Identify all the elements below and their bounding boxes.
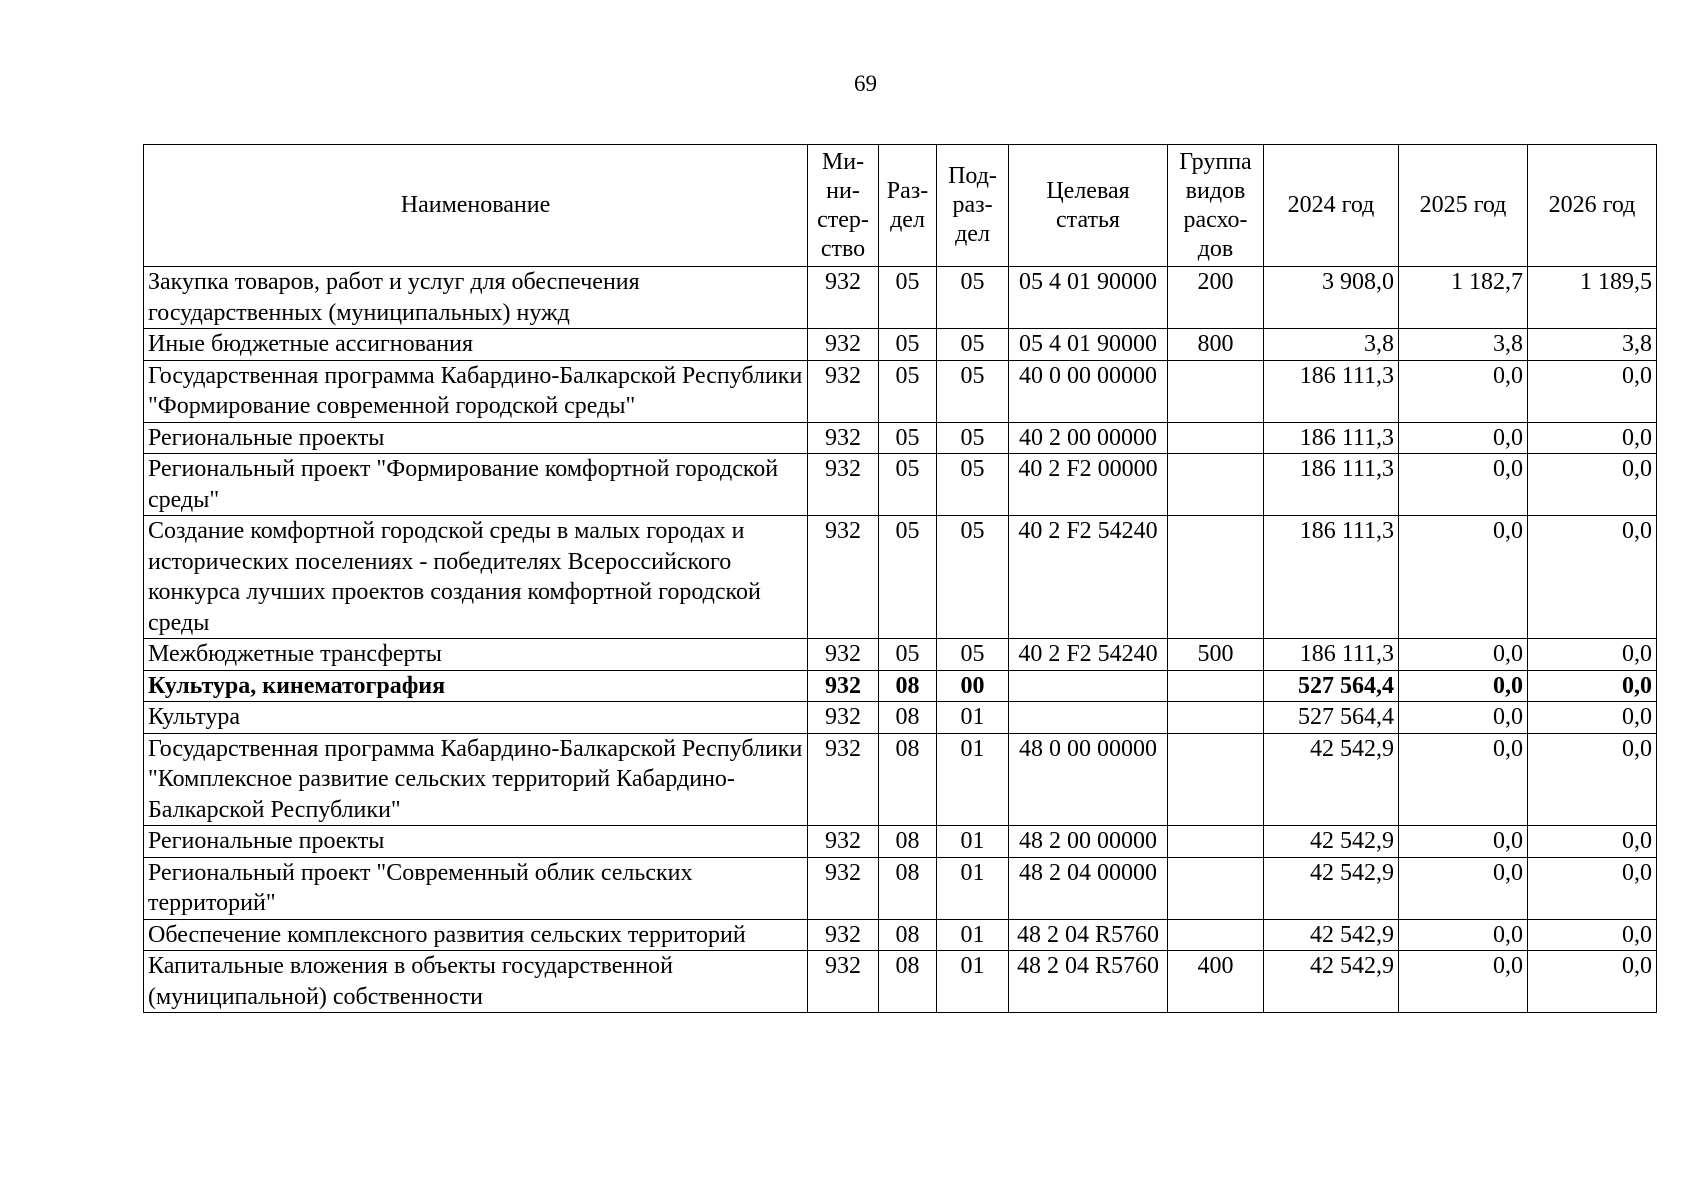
cell-2026: 0,0 bbox=[1528, 919, 1657, 951]
cell-subsection: 05 bbox=[937, 516, 1009, 639]
cell-subsection: 05 bbox=[937, 454, 1009, 516]
cell-section: 05 bbox=[879, 639, 937, 671]
cell-group: 500 bbox=[1168, 639, 1264, 671]
cell-ministry: 932 bbox=[808, 267, 879, 329]
cell-ministry: 932 bbox=[808, 360, 879, 422]
table-row bbox=[144, 639, 1657, 671]
cell-subsection: 05 bbox=[937, 422, 1009, 454]
cell-target: 40 2 F2 54240 bbox=[1009, 639, 1168, 671]
cell-target bbox=[1009, 670, 1168, 702]
cell-target bbox=[1009, 702, 1168, 734]
cell-target: 48 0 00 00000 bbox=[1009, 733, 1168, 826]
cell-name: Капитальные вложения в объекты государственной (муниципальной) собственности bbox=[144, 951, 808, 1013]
cell-2026: 0,0 bbox=[1528, 516, 1657, 639]
col-header-subsection: Под- раз- дел bbox=[937, 145, 1009, 267]
cell-section: 08 bbox=[879, 702, 937, 734]
cell-group bbox=[1168, 702, 1264, 734]
cell-section: 08 bbox=[879, 826, 937, 858]
cell-name: Создание комфортной городской среды в малых городах и исторических поселениях - победителях Всероссийского конкурса лучших проектов создания комфортной городской среды bbox=[144, 516, 808, 639]
col-header-2026: 2026 год bbox=[1528, 145, 1657, 267]
col-header-target: Целевая статья bbox=[1009, 145, 1168, 267]
cell-ministry: 932 bbox=[808, 857, 879, 919]
cell-group bbox=[1168, 422, 1264, 454]
cell-ministry: 932 bbox=[808, 454, 879, 516]
cell-group bbox=[1168, 857, 1264, 919]
cell-subsection: 05 bbox=[937, 329, 1009, 361]
cell-name: Культура bbox=[144, 702, 808, 734]
cell-section: 08 bbox=[879, 857, 937, 919]
cell-ministry: 932 bbox=[808, 733, 879, 826]
cell-2026: 3,8 bbox=[1528, 329, 1657, 361]
cell-2025: 0,0 bbox=[1399, 454, 1528, 516]
cell-subsection: 01 bbox=[937, 857, 1009, 919]
cell-subsection: 05 bbox=[937, 639, 1009, 671]
cell-2026: 0,0 bbox=[1528, 826, 1657, 858]
cell-2026: 0,0 bbox=[1528, 951, 1657, 1013]
cell-2026: 1 189,5 bbox=[1528, 267, 1657, 329]
cell-target: 40 0 00 00000 bbox=[1009, 360, 1168, 422]
cell-ministry: 932 bbox=[808, 702, 879, 734]
cell-subsection: 00 bbox=[937, 670, 1009, 702]
cell-2024: 3,8 bbox=[1264, 329, 1399, 361]
table-row bbox=[144, 516, 1657, 639]
cell-2025: 0,0 bbox=[1399, 826, 1528, 858]
col-header-2025: 2025 год bbox=[1399, 145, 1528, 267]
page-number: 69 bbox=[854, 71, 877, 96]
table-header-row bbox=[144, 145, 1657, 267]
cell-2026: 0,0 bbox=[1528, 702, 1657, 734]
cell-group: 400 bbox=[1168, 951, 1264, 1013]
cell-subsection: 05 bbox=[937, 360, 1009, 422]
cell-2024: 527 564,4 bbox=[1264, 702, 1399, 734]
cell-2026: 0,0 bbox=[1528, 454, 1657, 516]
table-row bbox=[144, 454, 1657, 516]
cell-section: 08 bbox=[879, 670, 937, 702]
cell-group bbox=[1168, 919, 1264, 951]
cell-name: Государственная программа Кабардино-Балкарской Республики "Формирование современной городской среды" bbox=[144, 360, 808, 422]
cell-subsection: 01 bbox=[937, 919, 1009, 951]
cell-section: 08 bbox=[879, 733, 937, 826]
cell-2025: 0,0 bbox=[1399, 360, 1528, 422]
table-row bbox=[144, 733, 1657, 826]
cell-subsection: 01 bbox=[937, 733, 1009, 826]
cell-2024: 527 564,4 bbox=[1264, 670, 1399, 702]
cell-ministry: 932 bbox=[808, 422, 879, 454]
cell-group: 200 bbox=[1168, 267, 1264, 329]
cell-2026: 0,0 bbox=[1528, 857, 1657, 919]
cell-target: 48 2 04 R5760 bbox=[1009, 951, 1168, 1013]
cell-name: Региональные проекты bbox=[144, 826, 808, 858]
table-row bbox=[144, 360, 1657, 422]
cell-group bbox=[1168, 826, 1264, 858]
cell-target: 40 2 F2 00000 bbox=[1009, 454, 1168, 516]
cell-2025: 0,0 bbox=[1399, 702, 1528, 734]
cell-2025: 0,0 bbox=[1399, 639, 1528, 671]
cell-2025: 1 182,7 bbox=[1399, 267, 1528, 329]
cell-section: 05 bbox=[879, 516, 937, 639]
budget-table bbox=[143, 144, 1657, 1013]
cell-2025: 0,0 bbox=[1399, 670, 1528, 702]
table-row bbox=[144, 702, 1657, 734]
table-row bbox=[144, 951, 1657, 1013]
cell-group bbox=[1168, 733, 1264, 826]
cell-section: 05 bbox=[879, 422, 937, 454]
cell-2024: 42 542,9 bbox=[1264, 826, 1399, 858]
cell-name: Обеспечение комплексного развития сельских территорий bbox=[144, 919, 808, 951]
cell-name: Региональный проект "Формирование комфортной городской среды" bbox=[144, 454, 808, 516]
cell-group: 800 bbox=[1168, 329, 1264, 361]
cell-2024: 186 111,3 bbox=[1264, 360, 1399, 422]
cell-group bbox=[1168, 360, 1264, 422]
cell-2025: 0,0 bbox=[1399, 919, 1528, 951]
col-header-section: Раз- дел bbox=[879, 145, 937, 267]
table-row bbox=[144, 857, 1657, 919]
cell-section: 05 bbox=[879, 360, 937, 422]
table-body bbox=[144, 267, 1657, 1013]
cell-target: 40 2 F2 54240 bbox=[1009, 516, 1168, 639]
cell-2025: 0,0 bbox=[1399, 516, 1528, 639]
cell-name: Межбюджетные трансферты bbox=[144, 639, 808, 671]
cell-name: Закупка товаров, работ и услуг для обеспечения государственных (муниципальных) нужд bbox=[144, 267, 808, 329]
cell-2025: 0,0 bbox=[1399, 733, 1528, 826]
cell-target: 48 2 04 00000 bbox=[1009, 857, 1168, 919]
table-row bbox=[144, 267, 1657, 329]
table-row bbox=[144, 329, 1657, 361]
cell-2026: 0,0 bbox=[1528, 360, 1657, 422]
cell-target: 05 4 01 90000 bbox=[1009, 329, 1168, 361]
cell-2025: 3,8 bbox=[1399, 329, 1528, 361]
cell-group bbox=[1168, 670, 1264, 702]
cell-ministry: 932 bbox=[808, 329, 879, 361]
table-row bbox=[144, 422, 1657, 454]
cell-2024: 42 542,9 bbox=[1264, 733, 1399, 826]
cell-subsection: 05 bbox=[937, 267, 1009, 329]
cell-section: 08 bbox=[879, 919, 937, 951]
cell-2026: 0,0 bbox=[1528, 639, 1657, 671]
col-header-2024: 2024 год bbox=[1264, 145, 1399, 267]
cell-subsection: 01 bbox=[937, 702, 1009, 734]
cell-2024: 186 111,3 bbox=[1264, 454, 1399, 516]
cell-2025: 0,0 bbox=[1399, 951, 1528, 1013]
cell-name: Культура, кинематография bbox=[144, 670, 808, 702]
cell-2025: 0,0 bbox=[1399, 857, 1528, 919]
cell-2024: 42 542,9 bbox=[1264, 919, 1399, 951]
cell-target: 48 2 04 R5760 bbox=[1009, 919, 1168, 951]
cell-subsection: 01 bbox=[937, 951, 1009, 1013]
cell-ministry: 932 bbox=[808, 826, 879, 858]
cell-ministry: 932 bbox=[808, 670, 879, 702]
cell-2026: 0,0 bbox=[1528, 670, 1657, 702]
cell-section: 05 bbox=[879, 267, 937, 329]
cell-2024: 42 542,9 bbox=[1264, 857, 1399, 919]
cell-name: Региональный проект "Современный облик сельских территорий" bbox=[144, 857, 808, 919]
cell-ministry: 932 bbox=[808, 639, 879, 671]
cell-2024: 42 542,9 bbox=[1264, 951, 1399, 1013]
cell-section: 08 bbox=[879, 951, 937, 1013]
cell-2024: 3 908,0 bbox=[1264, 267, 1399, 329]
cell-target: 05 4 01 90000 bbox=[1009, 267, 1168, 329]
cell-group bbox=[1168, 454, 1264, 516]
cell-target: 48 2 00 00000 bbox=[1009, 826, 1168, 858]
cell-subsection: 01 bbox=[937, 826, 1009, 858]
cell-section: 05 bbox=[879, 454, 937, 516]
cell-name: Государственная программа Кабардино-Балкарской Республики "Комплексное развитие сельских территорий Кабардино-Балкарской Республики" bbox=[144, 733, 808, 826]
table-row bbox=[144, 670, 1657, 702]
cell-2024: 186 111,3 bbox=[1264, 516, 1399, 639]
col-header-ministry: Ми- ни- стер- ство bbox=[808, 145, 879, 267]
cell-ministry: 932 bbox=[808, 919, 879, 951]
cell-ministry: 932 bbox=[808, 516, 879, 639]
cell-target: 40 2 00 00000 bbox=[1009, 422, 1168, 454]
cell-ministry: 932 bbox=[808, 951, 879, 1013]
cell-name: Региональные проекты bbox=[144, 422, 808, 454]
table-row bbox=[144, 826, 1657, 858]
cell-2025: 0,0 bbox=[1399, 422, 1528, 454]
col-header-name: Наименование bbox=[144, 145, 808, 267]
cell-2024: 186 111,3 bbox=[1264, 422, 1399, 454]
cell-name: Иные бюджетные ассигнования bbox=[144, 329, 808, 361]
cell-2024: 186 111,3 bbox=[1264, 639, 1399, 671]
table-row bbox=[144, 919, 1657, 951]
cell-2026: 0,0 bbox=[1528, 733, 1657, 826]
col-header-group: Группа видов расхо- дов bbox=[1168, 145, 1264, 267]
cell-group bbox=[1168, 516, 1264, 639]
cell-2026: 0,0 bbox=[1528, 422, 1657, 454]
cell-section: 05 bbox=[879, 329, 937, 361]
